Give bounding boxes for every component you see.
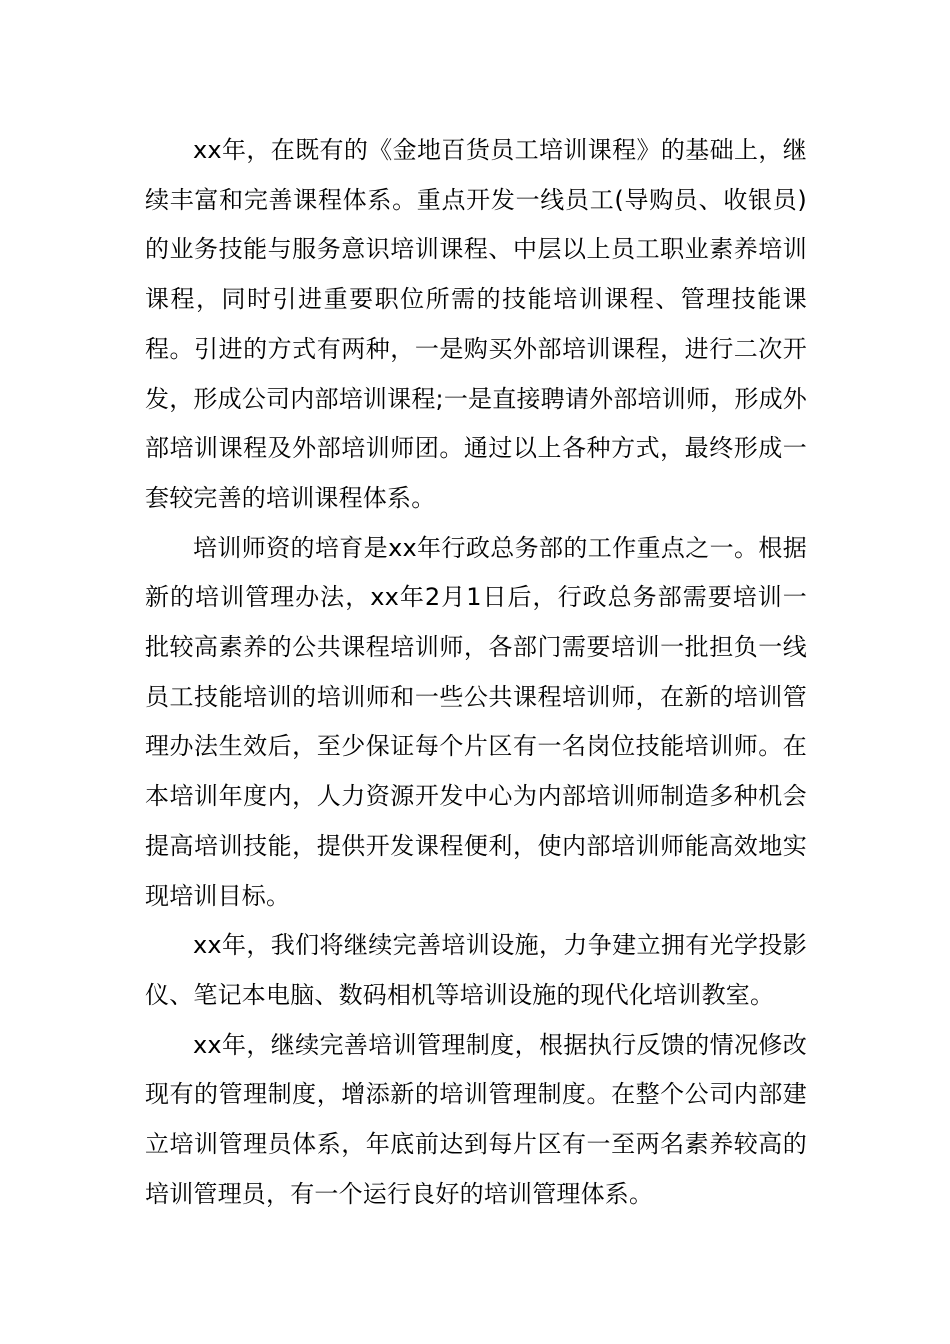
paragraph-training-facilities: xx年，我们将继续完善培训设施，力争建立拥有光学投影仪、笔记本电脑、数码相机等培训设施的现代化培训教室。 xyxy=(145,931,807,1009)
paragraph-course-system: xx年，在既有的《金地百货员工培训课程》的基础上，继续丰富和完善课程体系。重点开发一线员工(导购员、收银员)的业务技能与服务意识培训课程、中层以上员工职业素养培训课程，同时引进重要职位所需的技能培训课程、管理技能课程。引进的方式有两种，一是购买外部培训课程，进行二次开发，形成公司内部培训课程;一是直接聘请外部培训师，形成外部培训课程及外部培训师团。通过以上各种方式，最终形成一套较完善的培训课程体系。 xyxy=(145,136,807,512)
paragraph-trainer-development: 培训师资的培育是xx年行政总务部的工作重点之一。根据新的培训管理办法，xx年2月1日后，行政总务部需要培训一批较高素养的公共课程培训师，各部门需要培训一批担负一线员工技能培训的培训师和一些公共课程培训师，在新的培训管理办法生效后，至少保证每个片区有一名岗位技能培训师。在本培训年度内，人力资源开发中心为内部培训师制造多种机会提高培训技能，提供开发课程便利，使内部培训师能高效地实现培训目标。 xyxy=(145,533,807,910)
paragraph-management-system: xx年，继续完善培训管理制度，根据执行反馈的情况修改现有的管理制度，增添新的培训管理制度。在整个公司内部建立培训管理员体系，年底前达到每片区有一至两名素养较高的培训管理员，有一个运行良好的培训管理体系。 xyxy=(145,1030,807,1208)
document-body xyxy=(145,126,807,1219)
